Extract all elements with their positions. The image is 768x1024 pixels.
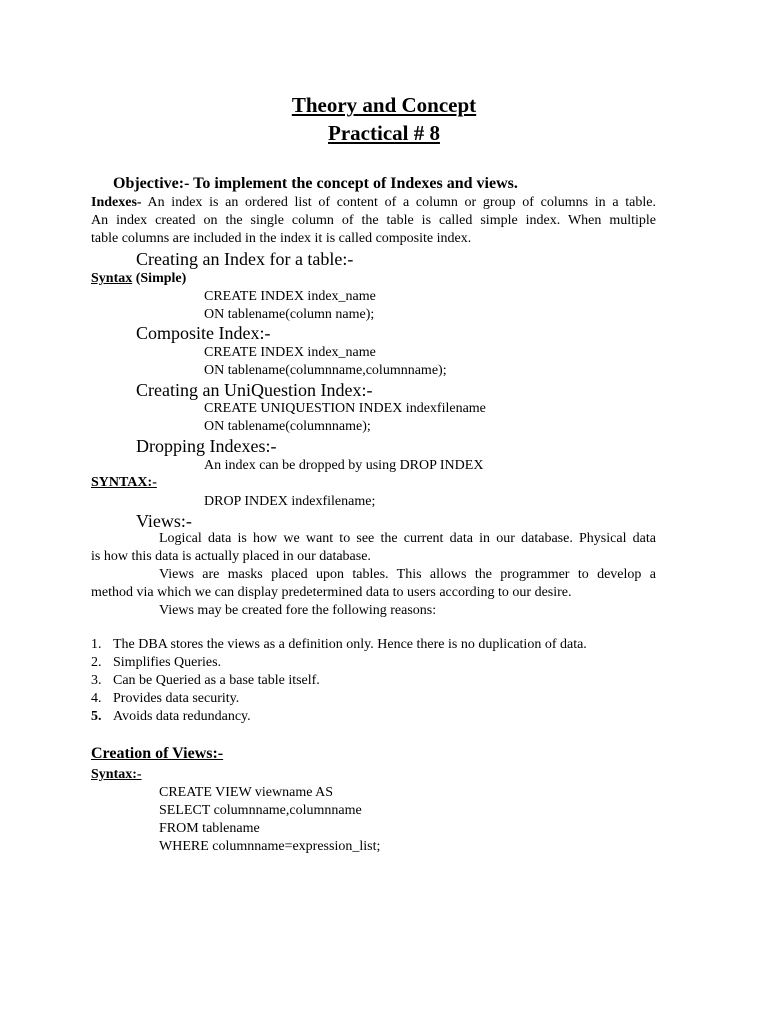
list-item <box>91 690 587 708</box>
view-code-line-4: WHERE columnname=expression_list; <box>159 839 381 854</box>
unique-code-line-2: ON tablename(columnname); <box>204 419 371 434</box>
dropping-heading: Dropping Indexes:- <box>136 436 277 456</box>
list-text: Simplifies Queries. <box>113 655 222 670</box>
drop-code-line: DROP INDEX indexfilename; <box>204 494 376 509</box>
views-p1-line-1: Logical data is how we want to see the current data in our database. Physical data <box>159 531 656 546</box>
indexes-line-1 <box>91 194 656 212</box>
list-text: Provides data security. <box>113 691 240 706</box>
indexes-line-2: An index created on the single column of the table is called simple index. When multiple <box>91 213 656 228</box>
views-p1-line-2: is how this data is actually placed in our database. <box>91 549 371 564</box>
creation-of-views-heading: Creation of Views:- <box>91 745 224 762</box>
syntax-simple-label <box>91 270 186 288</box>
page-subtitle: Practical # 8 <box>328 121 440 145</box>
list-number: 5. <box>91 709 102 724</box>
list-text: The DBA stores the views as a definition only. Hence there is no duplication of data. <box>113 637 587 652</box>
reasons-list <box>91 636 587 726</box>
list-item <box>91 708 587 726</box>
views-p2-line-1: Views are masks placed upon tables. This allows the programmer to develop a <box>159 567 656 582</box>
indexes-line-3: table columns are included in the index it is called composite index. <box>91 231 472 246</box>
creating-index-heading: Creating an Index for a table:- <box>136 249 354 269</box>
views-paragraph-3: Views may be created fore the following reasons: <box>159 603 437 618</box>
views-paragraph-2 <box>91 566 656 602</box>
indexes-line-1-text: An index is an ordered list of content of a column or group of columns in a table. <box>147 195 656 210</box>
composite-code-line-1: CREATE INDEX index_name <box>204 345 376 360</box>
list-text: Can be Queried as a base table itself. <box>113 673 320 688</box>
list-number: 1. <box>91 637 102 652</box>
list-number: 3. <box>91 673 102 688</box>
unique-code-line-1: CREATE UNIQUESTION INDEX indexfilename <box>204 401 486 416</box>
view-code-line-3: FROM tablename <box>159 821 260 836</box>
composite-heading: Composite Index:- <box>136 323 271 343</box>
simple-code-line-2: ON tablename(column name); <box>204 307 375 322</box>
list-item <box>91 672 587 690</box>
list-text: Avoids data redundancy. <box>113 709 251 724</box>
indexes-paragraph <box>91 194 656 248</box>
simple-code-line-1: CREATE INDEX index_name <box>204 289 376 304</box>
syntax-caps-label: SYNTAX:- <box>91 475 157 490</box>
simple-word: (Simple) <box>132 271 187 286</box>
indexes-label: Indexes- <box>91 195 142 210</box>
view-code-line-2: SELECT columnname,columnname <box>159 803 362 818</box>
views-p2-line-2: method via which we can display predetermined data to users according to our desire. <box>91 585 572 600</box>
syntax-views-label: Syntax:- <box>91 767 142 782</box>
views-heading: Views:- <box>136 511 192 531</box>
objective-heading: Objective:- To implement the concept of Indexes and views. <box>113 175 518 192</box>
dropping-text: An index can be dropped by using DROP INDEX <box>204 458 484 473</box>
page-title: Theory and Concept <box>291 93 477 117</box>
view-code-line-1: CREATE VIEW viewname AS <box>159 785 334 800</box>
unique-index-heading: Creating an UniQuestion Index:- <box>136 380 373 400</box>
composite-code-line-2: ON tablename(columnname,columnname); <box>204 363 447 378</box>
syntax-word: Syntax <box>91 271 133 286</box>
list-number: 2. <box>91 655 102 670</box>
list-number: 4. <box>91 691 102 706</box>
list-item <box>91 636 587 654</box>
views-paragraph-1 <box>91 530 656 566</box>
list-item <box>91 654 587 672</box>
